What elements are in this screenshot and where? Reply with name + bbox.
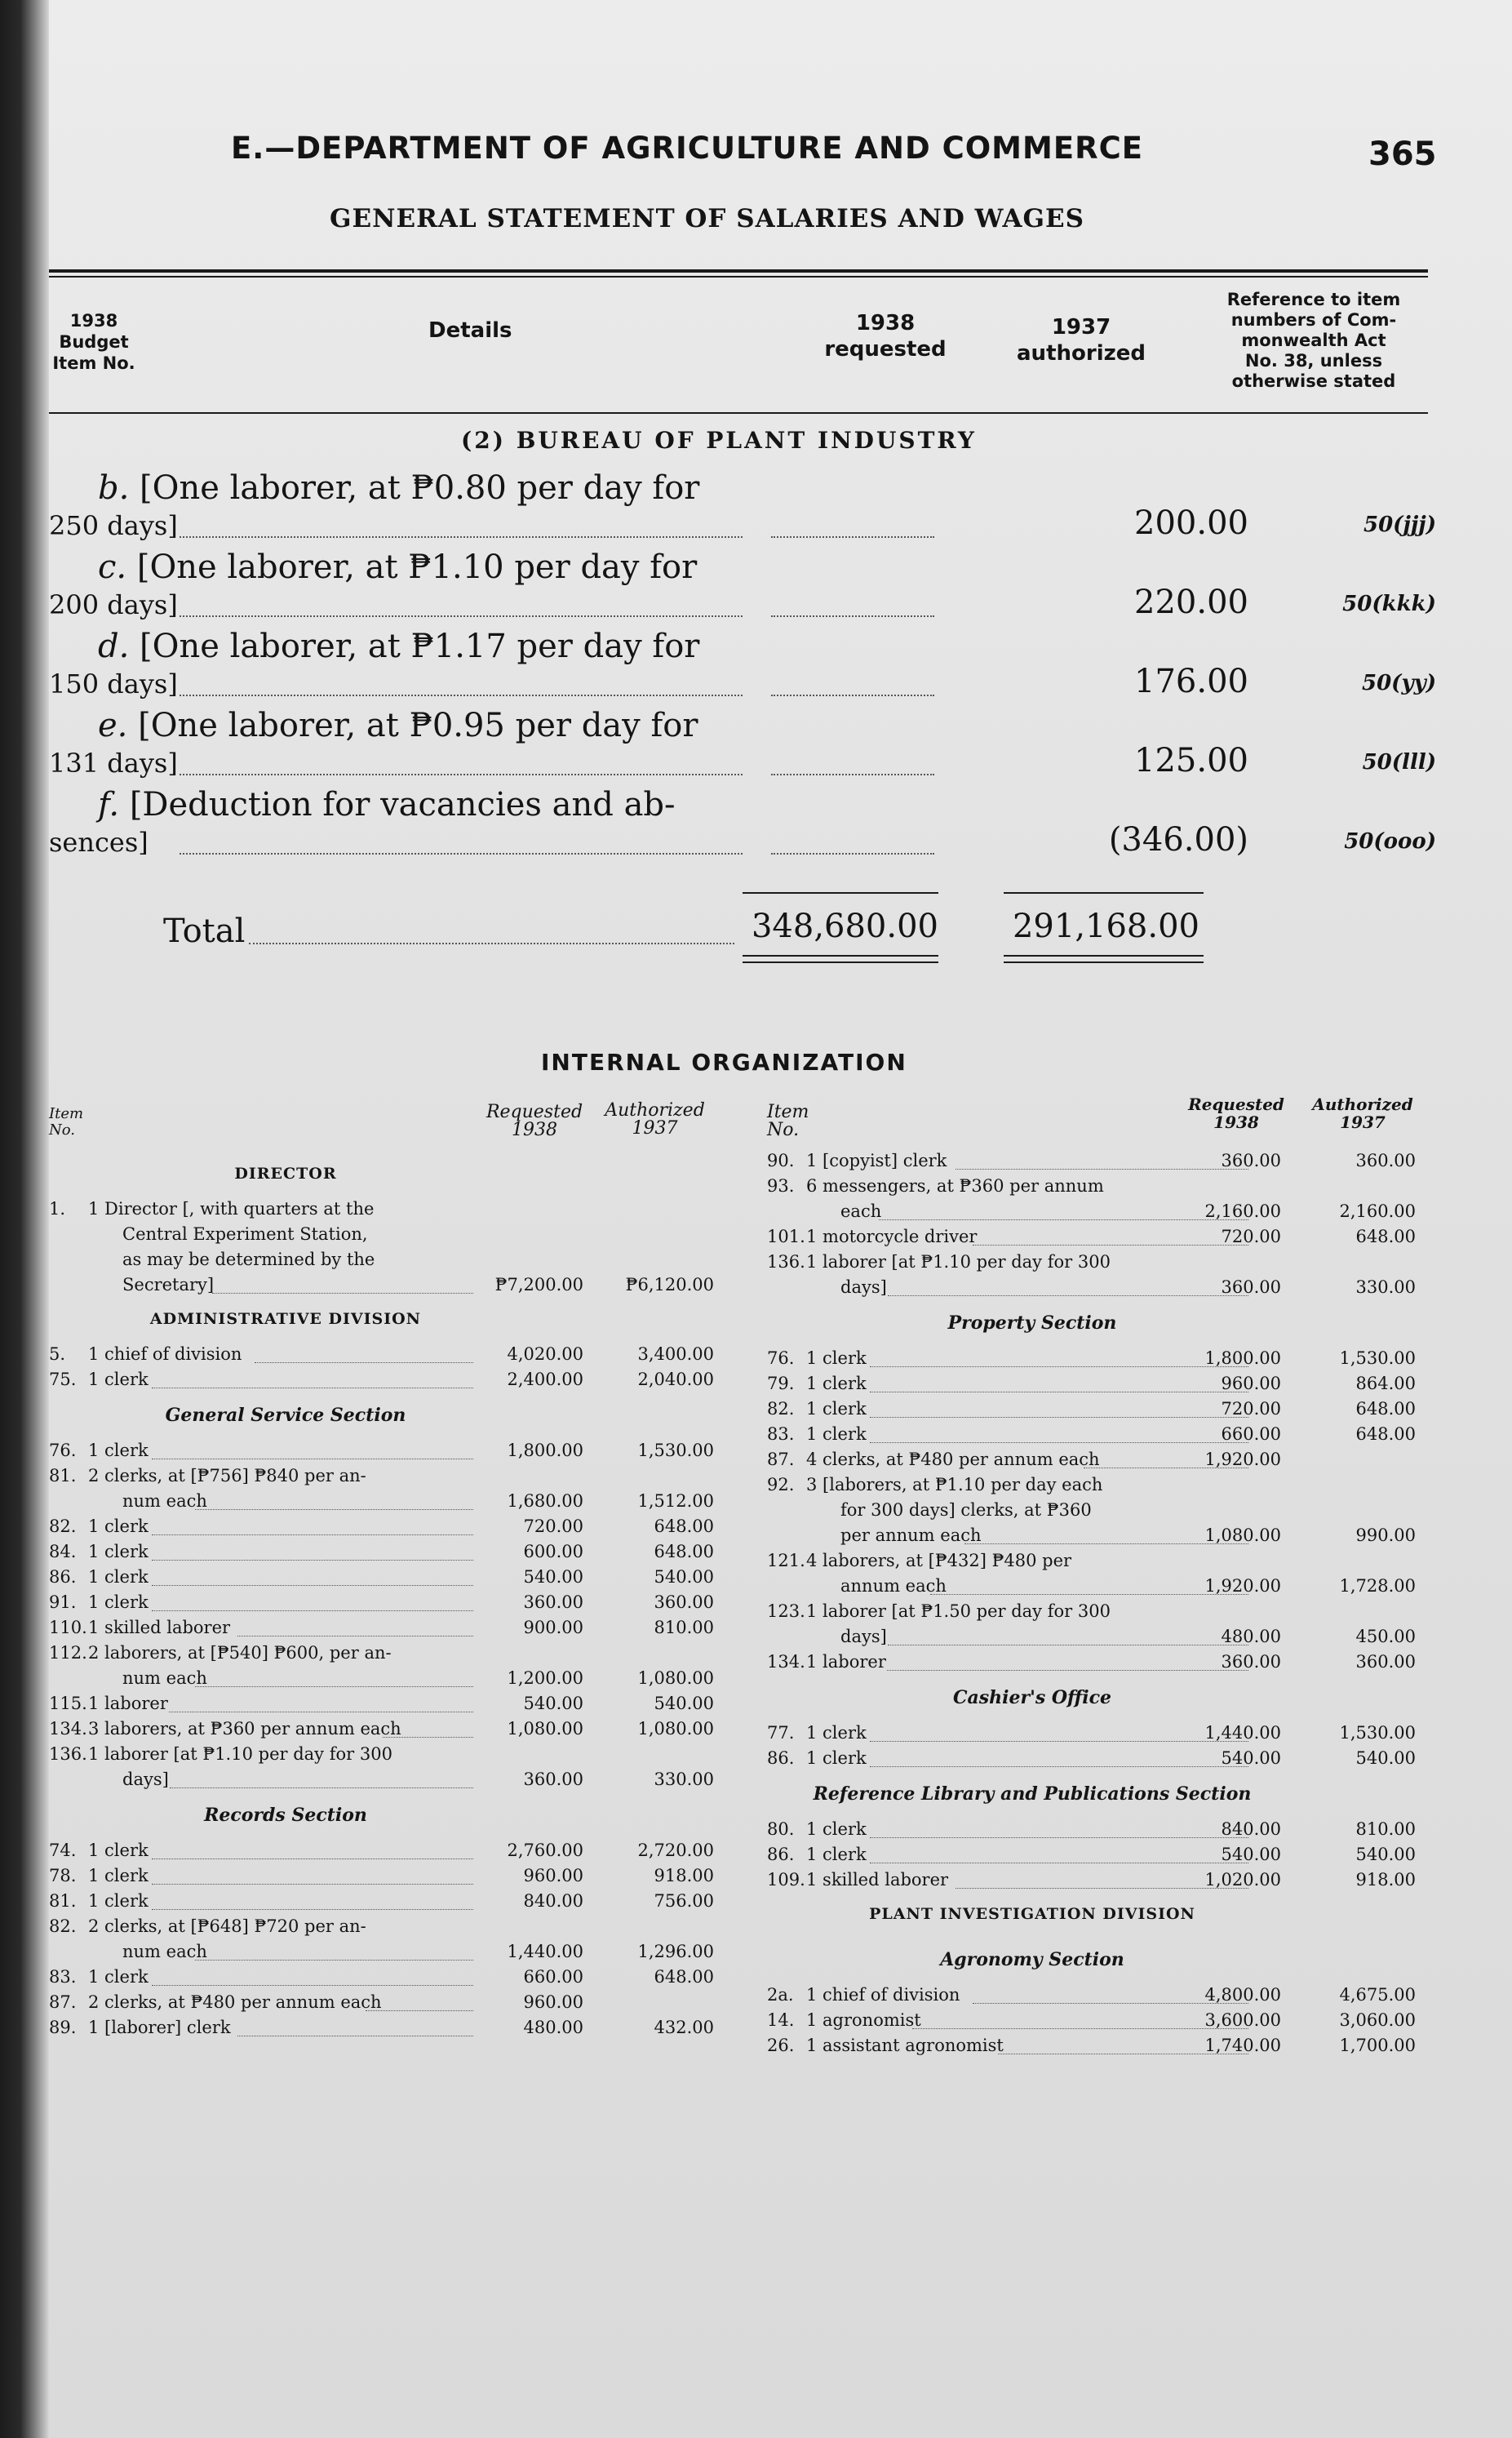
org-item-requested: 2,160.00 <box>1204 1201 1281 1221</box>
org-item-requested: 1,800.00 <box>507 1441 583 1460</box>
org-item-authorized: 2,160.00 <box>1339 1201 1416 1221</box>
org-item-number: 1. <box>49 1199 66 1219</box>
page-number: 365 <box>1368 135 1437 173</box>
org-item-number: 14. <box>767 2010 795 2030</box>
org-item-authorized: 918.00 <box>654 1866 714 1885</box>
org-item-requested: 1,440.00 <box>507 1942 583 1961</box>
org-item-authorized: 918.00 <box>1355 1870 1416 1890</box>
total-double-rule-3 <box>1004 955 1204 957</box>
department-title: E.—DEPARTMENT OF AGRICULTURE AND COMMERCE <box>231 131 1144 166</box>
left-col-req-header: Requested 1938 <box>486 1102 583 1140</box>
org-item-number: 87. <box>49 1992 77 2012</box>
org-item-requested: 720.00 <box>1221 1227 1281 1246</box>
section-heading: Agronomy Section <box>940 1949 1124 1970</box>
org-item-leader <box>152 1909 474 1910</box>
org-item-number: 90. <box>767 1151 795 1170</box>
org-item-leader <box>170 1787 474 1788</box>
org-item-requested: 720.00 <box>523 1517 583 1536</box>
org-item-description: 1 clerk <box>806 1348 867 1368</box>
left-col-auth-header: Authorized 1937 <box>605 1100 705 1139</box>
org-item-description: 1 [copyist] clerk <box>806 1151 947 1170</box>
org-item-leader <box>255 1362 474 1363</box>
section-heading: General Service Section <box>165 1405 406 1426</box>
org-item-description: days] <box>122 1770 169 1789</box>
org-item-number: 83. <box>767 1424 795 1444</box>
org-item-description: 1 chief of division <box>806 1985 960 2005</box>
org-item-authorized: 648.00 <box>654 1542 714 1561</box>
org-item-number: 82. <box>49 1517 77 1536</box>
org-item-description: 1 assistant agronomist <box>806 2036 1004 2055</box>
org-item-number: 82. <box>49 1916 77 1936</box>
org-item-description: 2 clerks, at ₱480 per annum each <box>88 1992 382 2012</box>
org-item-number: 2a. <box>767 1985 794 2005</box>
budget-entry <box>49 707 1452 786</box>
org-item-description: 1 clerk <box>88 1841 149 1860</box>
org-item-number: 84. <box>49 1542 77 1561</box>
entry-line-1 <box>98 707 698 744</box>
org-item-authorized: 810.00 <box>1355 1819 1416 1839</box>
org-item-number: 101. <box>767 1227 805 1246</box>
org-item-authorized: 4,675.00 <box>1339 1985 1416 2005</box>
entry-line-2: 150 days] <box>49 668 178 699</box>
budget-entry <box>49 628 1452 707</box>
org-item-number: 89. <box>49 2018 77 2037</box>
org-item-authorized: 990.00 <box>1355 1525 1416 1545</box>
right-col-item-header: Item No. <box>767 1102 809 1140</box>
org-item-number: 91. <box>49 1592 77 1612</box>
org-item-description: 1 laborer [at ₱1.10 per day for 300 <box>806 1252 1111 1272</box>
org-item-description: 1 agronomist <box>806 2010 921 2030</box>
org-item-description: 1 clerk <box>806 1374 867 1393</box>
org-item-leader <box>152 1884 474 1885</box>
org-item-description: 1 clerk <box>806 1723 867 1743</box>
binding-gutter <box>0 0 49 2438</box>
org-item-requested: 4,020.00 <box>507 1344 583 1364</box>
org-item-requested: 840.00 <box>523 1891 583 1911</box>
org-item-description: as may be determined by the <box>122 1250 375 1269</box>
org-right-column <box>767 1151 1436 2155</box>
org-item-requested: 360.00 <box>1221 1652 1281 1672</box>
org-item-requested: 960.00 <box>1221 1374 1281 1393</box>
org-item-description: 4 clerks, at ₱480 per annum each <box>806 1450 1100 1469</box>
org-item-description: 1 clerk <box>806 1424 867 1444</box>
org-item-leader <box>152 1610 474 1611</box>
org-item-requested: 1,920.00 <box>1204 1576 1281 1596</box>
org-item-authorized: 1,530.00 <box>1339 1723 1416 1743</box>
org-item-number: 136. <box>767 1252 805 1272</box>
org-item-authorized: 1,080.00 <box>637 1668 714 1688</box>
entry-leader <box>180 774 743 775</box>
entry-authorized: 125.00 <box>1134 742 1248 779</box>
entry-line-2: 250 days] <box>49 510 178 541</box>
org-item-description: 1 skilled laborer <box>806 1870 949 1890</box>
org-item-authorized: 2,040.00 <box>637 1370 714 1389</box>
org-item-description: days] <box>840 1277 887 1297</box>
section-heading: Cashier's Office <box>953 1687 1111 1708</box>
entry-letter: d. <box>98 628 130 665</box>
org-item-leader <box>195 1960 473 1961</box>
org-item-description: 3 laborers, at ₱360 per annum each <box>88 1719 401 1739</box>
org-item-authorized: 1,530.00 <box>1339 1348 1416 1368</box>
org-item-description: num each <box>122 1942 207 1961</box>
org-item-requested: 480.00 <box>523 2018 583 2037</box>
org-item-leader <box>152 1560 474 1561</box>
org-item-authorized: 540.00 <box>654 1567 714 1587</box>
org-item-number: 112. <box>49 1643 87 1663</box>
org-item-authorized: ₱6,120.00 <box>625 1275 714 1294</box>
org-item-description: 1 clerk <box>88 1567 149 1587</box>
org-item-requested: 1,440.00 <box>1204 1723 1281 1743</box>
right-col-req-header: Requested 1938 <box>1188 1095 1284 1132</box>
org-item-requested: 540.00 <box>1221 1845 1281 1864</box>
document-page <box>49 0 1512 2438</box>
org-item-description: 1 clerk <box>806 1819 867 1839</box>
org-item-number: 79. <box>767 1374 795 1393</box>
org-item-description: 1 clerk <box>88 1370 149 1389</box>
org-item-requested: 600.00 <box>523 1542 583 1561</box>
org-item-authorized: 540.00 <box>1355 1748 1416 1768</box>
org-item-number: 81. <box>49 1891 77 1911</box>
org-item-description: 2 laborers, at [₱540] ₱600, per an- <box>88 1643 392 1663</box>
org-item-description: 1 chief of division <box>88 1344 242 1364</box>
entry-authorized: 220.00 <box>1134 584 1248 621</box>
right-col-auth-header: Authorized 1937 <box>1312 1095 1413 1132</box>
org-item-description: 1 skilled laborer <box>88 1618 231 1637</box>
division-heading: PLANT INVESTIGATION DIVISION <box>869 1905 1195 1923</box>
org-item-description: 1 laborer <box>806 1652 886 1672</box>
org-item-authorized: 3,060.00 <box>1339 2010 1416 2030</box>
org-item-description: 1 clerk <box>88 1542 149 1561</box>
org-item-number: 81. <box>49 1466 77 1485</box>
org-item-leader <box>195 1509 473 1510</box>
org-item-authorized: 2,720.00 <box>637 1841 714 1860</box>
entry-authorized: (346.00) <box>1108 821 1248 859</box>
org-item-requested: 1,740.00 <box>1204 2036 1281 2055</box>
total-rule-requested <box>743 892 938 894</box>
org-item-authorized: 1,512.00 <box>637 1491 714 1511</box>
org-item-description: Central Experiment Station, <box>122 1224 368 1244</box>
entry-leader <box>180 695 743 696</box>
section-heading: Property Section <box>947 1312 1117 1334</box>
org-item-requested: 900.00 <box>523 1618 583 1637</box>
org-item-authorized: 1,530.00 <box>637 1441 714 1460</box>
org-item-number: 77. <box>767 1723 795 1743</box>
org-item-description: 1 laborer [at ₱1.50 per day for 300 <box>806 1601 1111 1621</box>
entry-description: [One laborer, at ₱0.95 per day for <box>138 707 698 744</box>
org-item-description: 1 clerk <box>88 1891 149 1911</box>
total-requested: 348,680.00 <box>751 908 938 945</box>
org-item-description: 1 clerk <box>806 1748 867 1768</box>
entry-line-1 <box>98 786 676 824</box>
org-item-number: 136. <box>49 1744 87 1764</box>
org-item-authorized: 756.00 <box>654 1891 714 1911</box>
org-item-description: Secretary] <box>122 1275 215 1294</box>
org-item-description: 2 clerks, at [₱756] ₱840 per an- <box>88 1466 366 1485</box>
org-item-number: 109. <box>767 1870 805 1890</box>
org-item-description: 1 clerk <box>88 1592 149 1612</box>
org-item-number: 82. <box>767 1399 795 1419</box>
org-item-authorized: 432.00 <box>654 2018 714 2037</box>
requested-leader <box>771 536 934 538</box>
total-double-rule-2 <box>743 961 938 963</box>
org-item-leader <box>152 1534 474 1535</box>
total-authorized: 291,168.00 <box>1012 908 1199 945</box>
org-item-requested: 720.00 <box>1221 1399 1281 1419</box>
entry-letter: f. <box>98 786 120 824</box>
division-heading: DIRECTOR <box>234 1165 337 1183</box>
org-item-number: 93. <box>767 1176 795 1196</box>
total-double-rule-1 <box>743 955 938 957</box>
budget-entry <box>49 469 1452 548</box>
org-item-number: 86. <box>49 1567 77 1587</box>
entry-line-1 <box>98 548 697 586</box>
org-item-description: 1 laborer <box>88 1694 168 1713</box>
org-item-description: each <box>840 1201 882 1221</box>
org-item-requested: 540.00 <box>1221 1748 1281 1768</box>
org-item-requested: 2,400.00 <box>507 1370 583 1389</box>
org-item-description: 1 [laborer] clerk <box>88 2018 231 2037</box>
total-label: Total <box>163 913 246 950</box>
entry-authorized: 200.00 <box>1134 504 1248 542</box>
org-item-description: annum each <box>840 1576 947 1596</box>
org-item-requested: 1,080.00 <box>507 1719 583 1739</box>
org-item-requested: 660.00 <box>523 1967 583 1987</box>
org-item-requested: 360.00 <box>1221 1277 1281 1297</box>
header-rule-top <box>49 269 1428 273</box>
org-item-description: 1 clerk <box>88 1967 149 1987</box>
org-item-authorized: 360.00 <box>1355 1652 1416 1672</box>
col-item-no: 1938 Budget Item No. <box>52 311 135 373</box>
entry-line-2: 200 days] <box>49 589 178 620</box>
entry-line-2: 131 days] <box>49 748 178 779</box>
org-item-number: 83. <box>49 1967 77 1987</box>
entry-line-1 <box>98 628 699 665</box>
org-item-description: num each <box>122 1491 207 1511</box>
org-item-requested: 360.00 <box>523 1592 583 1612</box>
org-item-authorized: 1,080.00 <box>637 1719 714 1739</box>
org-item-description: 2 clerks, at [₱648] ₱720 per an- <box>88 1916 366 1936</box>
org-item-requested: ₱7,200.00 <box>494 1275 583 1294</box>
entry-description: [One laborer, at ₱1.10 per day for <box>136 548 698 586</box>
entry-leader <box>180 853 743 855</box>
requested-leader <box>771 695 934 696</box>
org-item-number: 87. <box>767 1450 795 1469</box>
org-left-column <box>49 1155 743 2159</box>
org-item-number: 121. <box>767 1551 805 1570</box>
section-heading: Reference Library and Publications Section <box>813 1783 1252 1805</box>
entries-block <box>49 469 1452 894</box>
org-item-requested: 1,680.00 <box>507 1491 583 1511</box>
org-item-requested: 1,200.00 <box>507 1668 583 1688</box>
total-leader <box>249 943 734 944</box>
org-item-number: 80. <box>767 1819 795 1839</box>
entry-letter: e. <box>98 707 128 744</box>
header-rule-bottom <box>49 412 1428 414</box>
entry-reference: 50(yy) <box>1362 671 1436 695</box>
org-item-description: 1 motorcycle driver <box>806 1227 978 1246</box>
org-item-description: 3 [laborers, at ₱1.10 per day each <box>806 1475 1103 1494</box>
entry-leader <box>180 536 743 538</box>
org-item-requested: 840.00 <box>1221 1819 1281 1839</box>
org-item-authorized: 330.00 <box>1355 1277 1416 1297</box>
org-item-authorized: 450.00 <box>1355 1627 1416 1646</box>
org-item-authorized: 540.00 <box>654 1694 714 1713</box>
org-item-requested: 660.00 <box>1221 1424 1281 1444</box>
org-item-leader <box>195 1686 473 1687</box>
org-item-authorized: 540.00 <box>1355 1845 1416 1864</box>
org-item-description: days] <box>840 1627 887 1646</box>
org-item-authorized: 360.00 <box>1355 1151 1416 1170</box>
org-item-description: 1 clerk <box>88 1866 149 1885</box>
org-item-number: 115. <box>49 1694 87 1713</box>
entry-line-1 <box>98 469 699 507</box>
org-item-number: 5. <box>49 1344 66 1364</box>
org-item-number: 76. <box>49 1441 77 1460</box>
left-col-item-header: Item No. <box>49 1105 84 1139</box>
org-item-requested: 1,080.00 <box>1204 1525 1281 1545</box>
header-rule-top-2 <box>49 276 1428 278</box>
entry-leader <box>180 615 743 617</box>
org-item-description: num each <box>122 1668 207 1688</box>
entry-reference: 50(jjj) <box>1363 513 1436 537</box>
total-double-rule-4 <box>1004 961 1204 963</box>
org-item-description: 1 laborer [at ₱1.10 per day for 300 <box>88 1744 392 1764</box>
org-item-number: 86. <box>767 1845 795 1864</box>
col-details: Details <box>428 318 512 343</box>
org-item-leader <box>212 1293 473 1294</box>
org-item-number: 86. <box>767 1748 795 1768</box>
budget-entry <box>49 548 1452 628</box>
entry-reference: 50(kkk) <box>1342 592 1436 616</box>
org-item-number: 123. <box>767 1601 805 1621</box>
requested-leader <box>771 774 934 775</box>
org-item-requested: 480.00 <box>1221 1627 1281 1646</box>
org-item-description: 1 clerk <box>88 1517 149 1536</box>
org-item-authorized: 1,700.00 <box>1339 2036 1416 2055</box>
org-item-leader <box>152 1858 474 1859</box>
org-item-authorized: 3,400.00 <box>637 1344 714 1364</box>
internal-org-title: INTERNAL ORGANIZATION <box>541 1049 907 1076</box>
org-item-description: 4 laborers, at [₱432] ₱480 per <box>806 1551 1072 1570</box>
entry-description: [One laborer, at ₱0.80 per day for <box>140 469 700 507</box>
org-item-description: per annum each <box>840 1525 982 1545</box>
org-item-requested: 360.00 <box>523 1770 583 1789</box>
org-item-authorized: 864.00 <box>1355 1374 1416 1393</box>
org-item-authorized: 648.00 <box>654 1967 714 1987</box>
entry-reference: 50(lll) <box>1362 750 1436 775</box>
section-heading: Records Section <box>204 1805 367 1826</box>
org-item-authorized: 648.00 <box>1355 1399 1416 1419</box>
org-item-number: 110. <box>49 1618 87 1637</box>
entry-line-2: sences] <box>49 827 149 858</box>
org-item-authorized: 1,728.00 <box>1339 1576 1416 1596</box>
org-item-number: 92. <box>767 1475 795 1494</box>
org-item-description: 1 Director [, with quarters at the <box>88 1199 375 1219</box>
col-reference: Reference to item numbers of Com- monwealth Act No. 38, unless otherwise stated <box>1226 290 1401 391</box>
bureau-heading: (2) BUREAU OF PLANT INDUSTRY <box>461 427 977 454</box>
org-item-description: 6 messengers, at ₱360 per annum <box>806 1176 1104 1196</box>
budget-entry <box>49 786 1452 865</box>
org-item-requested: 2,760.00 <box>507 1841 583 1860</box>
org-item-requested: 960.00 <box>523 1866 583 1885</box>
org-item-number: 76. <box>767 1348 795 1368</box>
org-item-requested: 4,800.00 <box>1204 1985 1281 2005</box>
org-item-description: for 300 days] clerks, at ₱360 <box>840 1500 1092 1520</box>
org-item-authorized: 648.00 <box>1355 1227 1416 1246</box>
org-item-requested: 540.00 <box>523 1694 583 1713</box>
col-authorized: 1937 authorized <box>1017 315 1146 366</box>
org-item-number: 134. <box>767 1652 805 1672</box>
org-item-authorized: 1,296.00 <box>637 1942 714 1961</box>
org-item-number: 75. <box>49 1370 77 1389</box>
requested-leader <box>771 853 934 855</box>
org-item-authorized: 648.00 <box>654 1517 714 1536</box>
org-item-authorized: 330.00 <box>654 1770 714 1789</box>
division-heading: ADMINISTRATIVE DIVISION <box>149 1310 422 1328</box>
entry-letter: c. <box>98 548 127 586</box>
org-item-number: 74. <box>49 1841 77 1860</box>
org-item-requested: 360.00 <box>1221 1151 1281 1170</box>
org-item-description: 1 clerk <box>88 1441 149 1460</box>
org-item-requested: 960.00 <box>523 1992 583 2012</box>
entry-description: [One laborer, at ₱1.17 per day for <box>140 628 700 665</box>
col-requested: 1938 requested <box>824 311 947 362</box>
org-item-authorized: 810.00 <box>654 1618 714 1637</box>
org-item-leader <box>152 1585 474 1586</box>
entry-authorized: 176.00 <box>1134 663 1248 700</box>
org-item-leader <box>366 2010 473 2011</box>
org-item-requested: 1,920.00 <box>1204 1450 1281 1469</box>
org-item-authorized: 360.00 <box>654 1592 714 1612</box>
org-item-authorized: 648.00 <box>1355 1424 1416 1444</box>
org-item-description: 1 clerk <box>806 1845 867 1864</box>
requested-leader <box>771 615 934 617</box>
entry-letter: b. <box>98 469 130 507</box>
org-item-requested: 1,800.00 <box>1204 1348 1281 1368</box>
entry-description: [Deduction for vacancies and ab- <box>129 786 676 824</box>
org-item-number: 78. <box>49 1866 77 1885</box>
org-item-number: 26. <box>767 2036 795 2055</box>
org-item-requested: 1,020.00 <box>1204 1870 1281 1890</box>
org-item-leader <box>383 1737 473 1738</box>
entry-reference: 50(ooo) <box>1344 829 1436 854</box>
org-item-leader <box>152 1985 474 1986</box>
org-item-description: 1 clerk <box>806 1399 867 1419</box>
total-rule-authorized <box>1004 892 1204 894</box>
statement-subtitle: GENERAL STATEMENT OF SALARIES AND WAGES <box>330 204 1085 233</box>
org-item-requested: 3,600.00 <box>1204 2010 1281 2030</box>
org-item-number: 134. <box>49 1719 87 1739</box>
org-item-requested: 540.00 <box>523 1567 583 1587</box>
